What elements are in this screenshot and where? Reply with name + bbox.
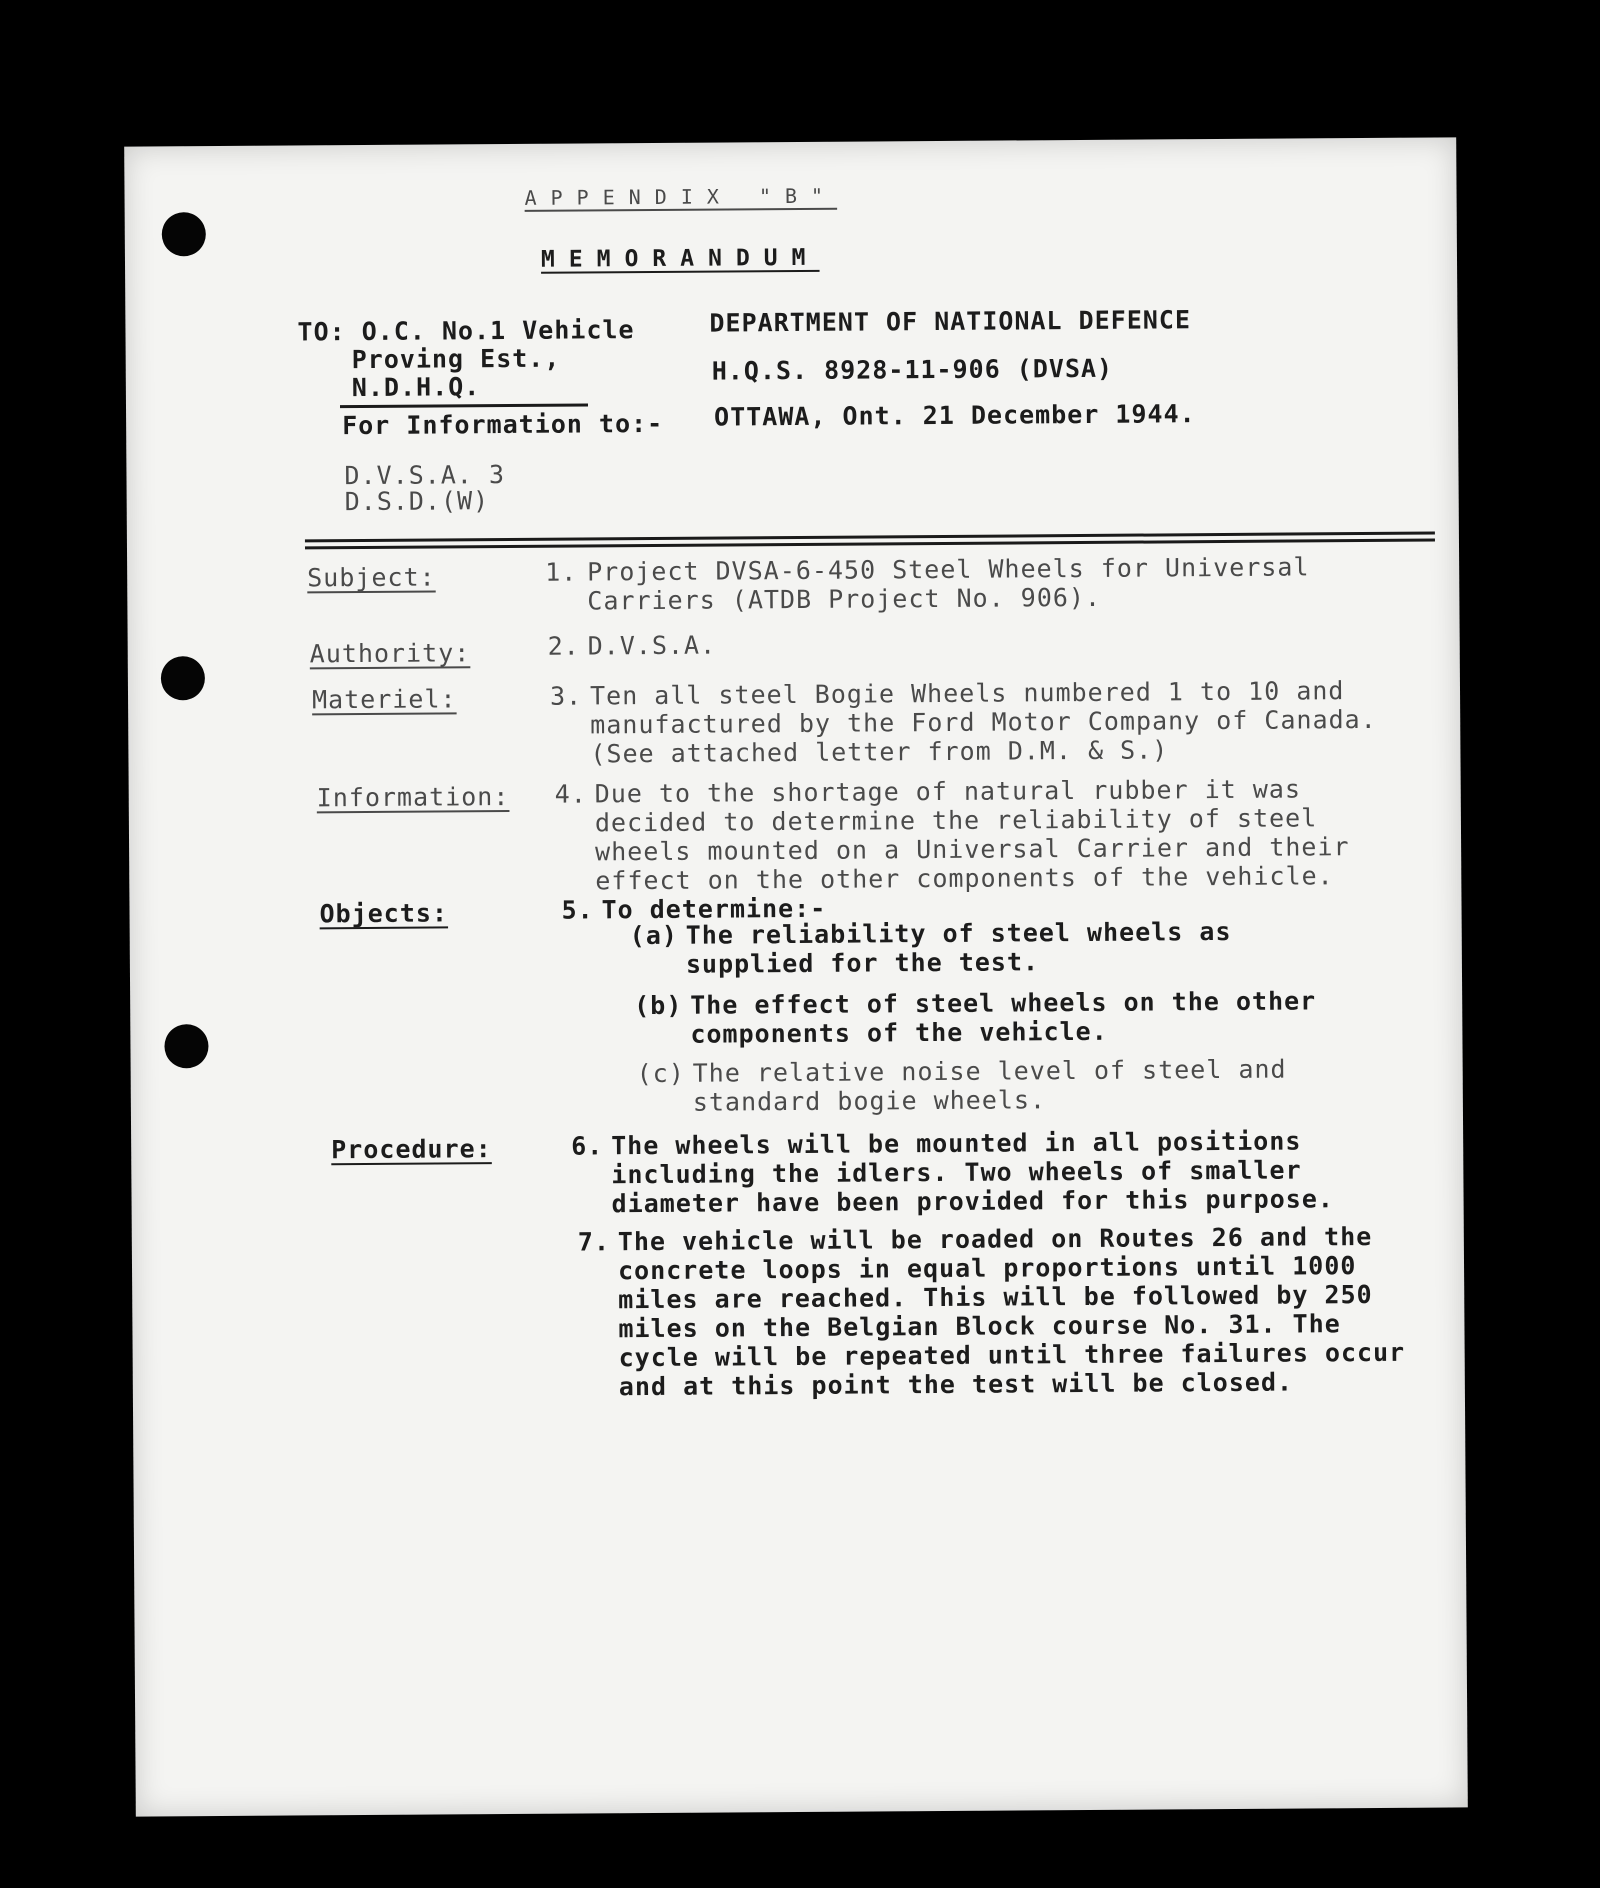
subject-number: 1.: [545, 557, 578, 587]
materiel-number: 3.: [549, 681, 583, 711]
procedure-number-6: 6.: [571, 1131, 604, 1161]
object-a-marker: (a): [629, 920, 678, 951]
authority-label: Authority:: [309, 638, 471, 669]
subject-text: Project DVSA-6-450 Steel Wheels for Universal Carriers (ATDB Project No. 906).: [587, 552, 1310, 616]
document-page: [124, 137, 1468, 1816]
procedure-text-7: The vehicle will be roaded on Routes 26 and the concrete loops in equal proportions until 1000 miles are reached. This will be followed by 250 miles on the Belgian Block course No. 31. The cycle will be repeated until three failures occur and at this point the test will be closed.: [617, 1221, 1406, 1402]
objects-label: Objects:: [319, 898, 449, 929]
to-line-3: N.D.H.Q.: [351, 372, 481, 403]
subject-label: Subject:: [307, 562, 436, 593]
place-and-date: OTTAWA, Ont. 21 December 1944.: [713, 399, 1196, 432]
object-c-text: The relative noise level of steel and standard bogie wheels.: [692, 1054, 1287, 1117]
materiel-text: Ten all steel Bogie Wheels numbered 1 to 10 and manufactured by the Ford Motor Company of Canada. (See attached letter from D.M. & S.): [589, 676, 1377, 769]
file-reference: H.Q.S. 8928-11-906 (DVSA): [711, 353, 1114, 386]
cc-line-2: D.S.D.(W): [344, 486, 490, 517]
objects-number: 5.: [561, 895, 594, 925]
department-name: DEPARTMENT OF NATIONAL DEFENCE: [709, 305, 1192, 338]
information-text: Due to the shortage of natural rubber it was decided to determine the reliability of steel wheels mounted on a Universal Carrier and their effect on the other components of the vehicle.: [594, 774, 1350, 896]
information-label: Information:: [316, 781, 510, 813]
information-number: 4.: [554, 779, 587, 809]
procedure-number-7: 7.: [577, 1227, 611, 1257]
punch-hole-middle: [161, 656, 205, 700]
object-c-marker: (c): [636, 1058, 685, 1089]
cc-line-1: D.V.S.A. 3: [344, 460, 506, 491]
object-a-text: The reliability of steel wheels as supplied for the test.: [685, 916, 1232, 979]
appendix-heading: APPENDIX "B": [524, 183, 838, 210]
object-b-marker: (b): [634, 990, 683, 1021]
to-line-2: Proving Est.,: [351, 343, 561, 375]
materiel-label: Materiel:: [311, 684, 457, 715]
to-line-1: TO: O.C. No.1 Vehicle: [297, 315, 635, 347]
authority-number: 2.: [547, 631, 580, 661]
object-b-text: The effect of steel wheels on the other components of the vehicle.: [690, 986, 1317, 1049]
punch-hole-top: [162, 212, 206, 256]
procedure-text-6: The wheels will be mounted in all positions including the idlers. Two wheels of smaller diameter have been provided for this purpose.: [611, 1126, 1334, 1219]
memorandum-heading: MEMORANDUM: [540, 244, 820, 273]
punch-hole-bottom: [164, 1024, 208, 1068]
procedure-label: Procedure:: [331, 1134, 492, 1165]
authority-text: D.V.S.A.: [587, 630, 717, 661]
address-underline: [340, 403, 588, 408]
objects-intro: To determine:-: [601, 893, 827, 925]
for-information-label: For Information to:-: [342, 408, 664, 441]
